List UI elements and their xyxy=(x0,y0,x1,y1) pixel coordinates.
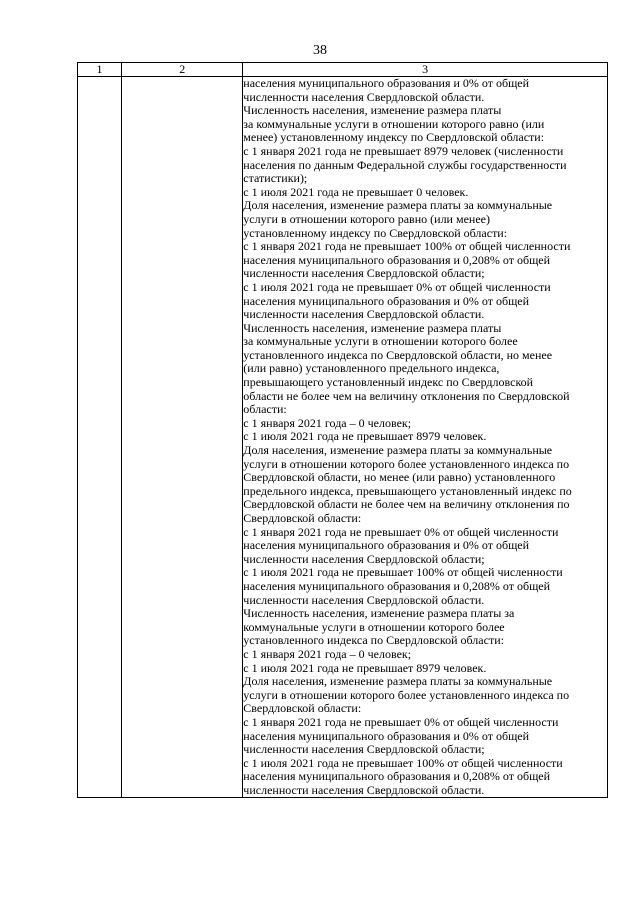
text-line: численности населения Свердловской области. xyxy=(243,89,485,104)
text-line: численности населения Свердловской области; xyxy=(243,742,485,757)
text-line: с 1 января 2021 года не превышает 0% от общей численности xyxy=(243,714,559,729)
text-line: населения муниципального образования и 0% от общей xyxy=(243,538,530,553)
text-line: с 1 января 2021 года – 0 человек; xyxy=(243,415,412,430)
text-line: Численность населения, изменение размера платы за xyxy=(243,606,515,621)
text-line: Доля населения, изменение размера платы за коммунальные xyxy=(243,198,553,213)
text-line: с 1 июля 2021 года не превышает 0 человек. xyxy=(243,184,469,199)
document-table xyxy=(77,62,608,798)
text-line: (или равно) установленного предельного индекса, xyxy=(243,361,500,376)
text-line: с 1 января 2021 года не превышает 8979 человек (численности xyxy=(243,143,564,158)
text-line: численности населения Свердловской области. xyxy=(243,592,485,607)
text-line: Доля населения, изменение размера платы за коммунальные xyxy=(243,443,553,458)
cell-column-1 xyxy=(78,77,122,798)
text-line: с 1 января 2021 года – 0 человек; xyxy=(243,646,412,661)
text-line: с 1 июля 2021 года не превышает 8979 человек. xyxy=(243,429,487,444)
text-line: с 1 января 2021 года не превышает 100% от общей численности xyxy=(243,239,571,254)
text-line: Доля населения, изменение размера платы за коммунальные xyxy=(243,674,553,689)
text-line: установленного индекса по Свердловской области, но менее xyxy=(243,347,553,362)
text-line: населения по данным Федеральной службы государственности xyxy=(243,157,567,172)
text-line: населения муниципального образования и 0,208% от общей xyxy=(243,252,551,267)
text-line: населения муниципального образования и 0% от общей xyxy=(243,728,530,743)
text-line: Численность населения, изменение размера платы xyxy=(243,103,502,118)
text-line: предельного индекса, превышающего установленный индекс по xyxy=(243,483,572,498)
text-line: области не более чем на величину отклонения по Свердловской xyxy=(243,388,570,403)
text-line: с 1 июля 2021 года не превышает 100% от общей численности xyxy=(243,565,563,580)
text-line: Свердловской области, но менее (или равно) установленного xyxy=(243,470,556,485)
text-line: услуги в отношении которого более установленного индекса по xyxy=(243,687,570,702)
text-line: численности населения Свердловской области; xyxy=(243,551,485,566)
text-line: численности населения Свердловской области. xyxy=(243,782,485,797)
text-line: установленного индекса по Свердловской области: xyxy=(243,633,504,648)
text-line: с 1 июля 2021 года не превышает 0% от общей численности xyxy=(243,279,551,294)
text-line: населения муниципального образования и 0% от общей xyxy=(243,76,530,90)
text-line: статистики); xyxy=(243,171,308,186)
text-line: с 1 июля 2021 года не превышает 100% от общей численности xyxy=(243,755,563,770)
text-line: за коммунальные услуги в отношении которого более xyxy=(243,334,518,349)
text-line: за коммунальные услуги в отношении которого равно (или xyxy=(243,116,545,131)
text-line: численности населения Свердловской области. xyxy=(243,307,485,322)
text-line: Свердловской области: xyxy=(243,701,362,716)
text-line: населения муниципального образования и 0% от общей xyxy=(243,293,530,308)
text-line: Свердловской области: xyxy=(243,511,362,525)
table-header-row xyxy=(78,63,608,77)
text-line: населения муниципального образования и 0,208% от общей xyxy=(243,578,551,593)
cell-column-3-text xyxy=(243,77,608,798)
text-line: менее) установленному индексу по Свердловской области: xyxy=(243,130,545,145)
text-line: области: xyxy=(243,402,287,417)
text-line: услуги в отношении которого равно (или менее) xyxy=(243,211,490,226)
table-row xyxy=(78,77,608,798)
column-header-1: 1 xyxy=(78,63,122,77)
text-line: численности населения Свердловской области; xyxy=(243,266,485,281)
column-header-2: 2 xyxy=(122,63,243,77)
text-line: с 1 января 2021 года не превышает 0% от общей численности xyxy=(243,524,559,539)
text-line: с 1 июля 2021 года не превышает 8979 человек. xyxy=(243,660,487,675)
text-line: услуги в отношении которого более установленного индекса по xyxy=(243,456,570,471)
page-number: 38 xyxy=(313,43,327,58)
text-line: превышающего установленный индекс по Свердловской xyxy=(243,375,534,390)
text-line: населения муниципального образования и 0,208% от общей xyxy=(243,769,551,784)
text-line: Свердловской области не более чем на величину отклонения по xyxy=(243,497,570,512)
text-line: коммунальные услуги в отношении которого более xyxy=(243,619,505,634)
text-line: Численность населения, изменение размера платы xyxy=(243,320,502,335)
text-line: установленному индексу по Свердловской области: xyxy=(243,225,508,240)
cell-column-2 xyxy=(122,77,243,798)
column-header-3: 3 xyxy=(243,63,608,77)
